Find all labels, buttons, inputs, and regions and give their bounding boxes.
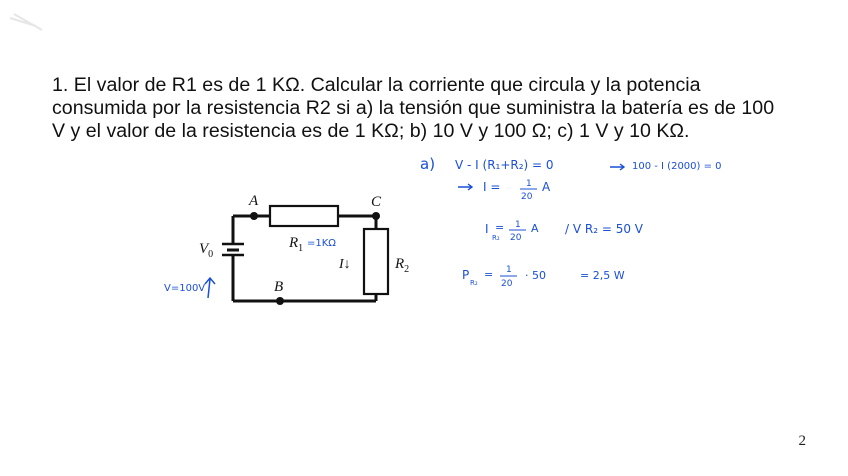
ir2-symbol: I <box>485 222 489 236</box>
battery-symbol <box>222 244 244 255</box>
current-symbol: I = <box>483 180 501 194</box>
ir2-subscript: R₂ <box>492 234 500 242</box>
pr2-denominator: 20 <box>501 279 513 289</box>
node-label-b: B <box>274 279 284 295</box>
handwritten-solution <box>420 155 722 289</box>
current-denominator: 20 <box>521 192 533 202</box>
source-label: $V_0$ <box>199 241 214 260</box>
r2-label: $R_2$ <box>395 256 410 275</box>
pr2-subscript: R₂ <box>470 279 478 287</box>
ir2-numerator: 1 <box>515 220 521 230</box>
r1-value-note: =1KΩ <box>307 238 336 249</box>
current-numerator: 1 <box>526 179 532 189</box>
source-arrow-icon <box>205 278 215 298</box>
vr2-value: / V R₂ = 50 V <box>565 222 644 236</box>
node-dot-a <box>250 212 258 220</box>
kirchhoff-equation: V - I (R₁+R₂) = 0 <box>455 158 554 172</box>
current-label: I↓ <box>339 257 351 272</box>
r1-label: $R_1$ <box>289 235 304 254</box>
source-voltage-note: V=100V <box>164 283 206 294</box>
ir2-unit: A <box>531 222 539 235</box>
ir2-equals: = <box>495 221 505 234</box>
page-number: 2 <box>798 433 806 449</box>
arrow-icon <box>610 164 624 170</box>
ir2-denominator: 20 <box>510 233 522 243</box>
pr2-equals: = <box>484 268 494 281</box>
pr2-symbol: P <box>462 268 470 282</box>
current-unit: A <box>542 180 551 194</box>
part-label: a) <box>420 155 436 173</box>
node-label-c: C <box>371 194 382 210</box>
resistor-r1 <box>270 206 338 226</box>
substituted-equation: 100 - I (2000) = 0 <box>632 161 722 172</box>
pr2-multiplier: · 50 <box>525 269 546 282</box>
node-dot-c <box>372 212 380 220</box>
pr2-result: = 2,5 W <box>580 269 625 282</box>
pr2-numerator: 1 <box>506 265 512 275</box>
arrow-icon-2 <box>458 184 472 190</box>
node-dot-b <box>276 297 284 305</box>
resistor-r2 <box>364 229 388 294</box>
problem-text: 1. El valor de R1 es de 1 KΩ. Calcular la corriente que circula y la potencia consumida por la resistencia R2 si a) la tensión que suministra la batería es de 100 V y el valor de la resistencia es de 1 KΩ; b) 10 V y 100 Ω; c) 1 V y 10 KΩ. <box>52 74 775 142</box>
node-label-a: A <box>249 193 259 209</box>
